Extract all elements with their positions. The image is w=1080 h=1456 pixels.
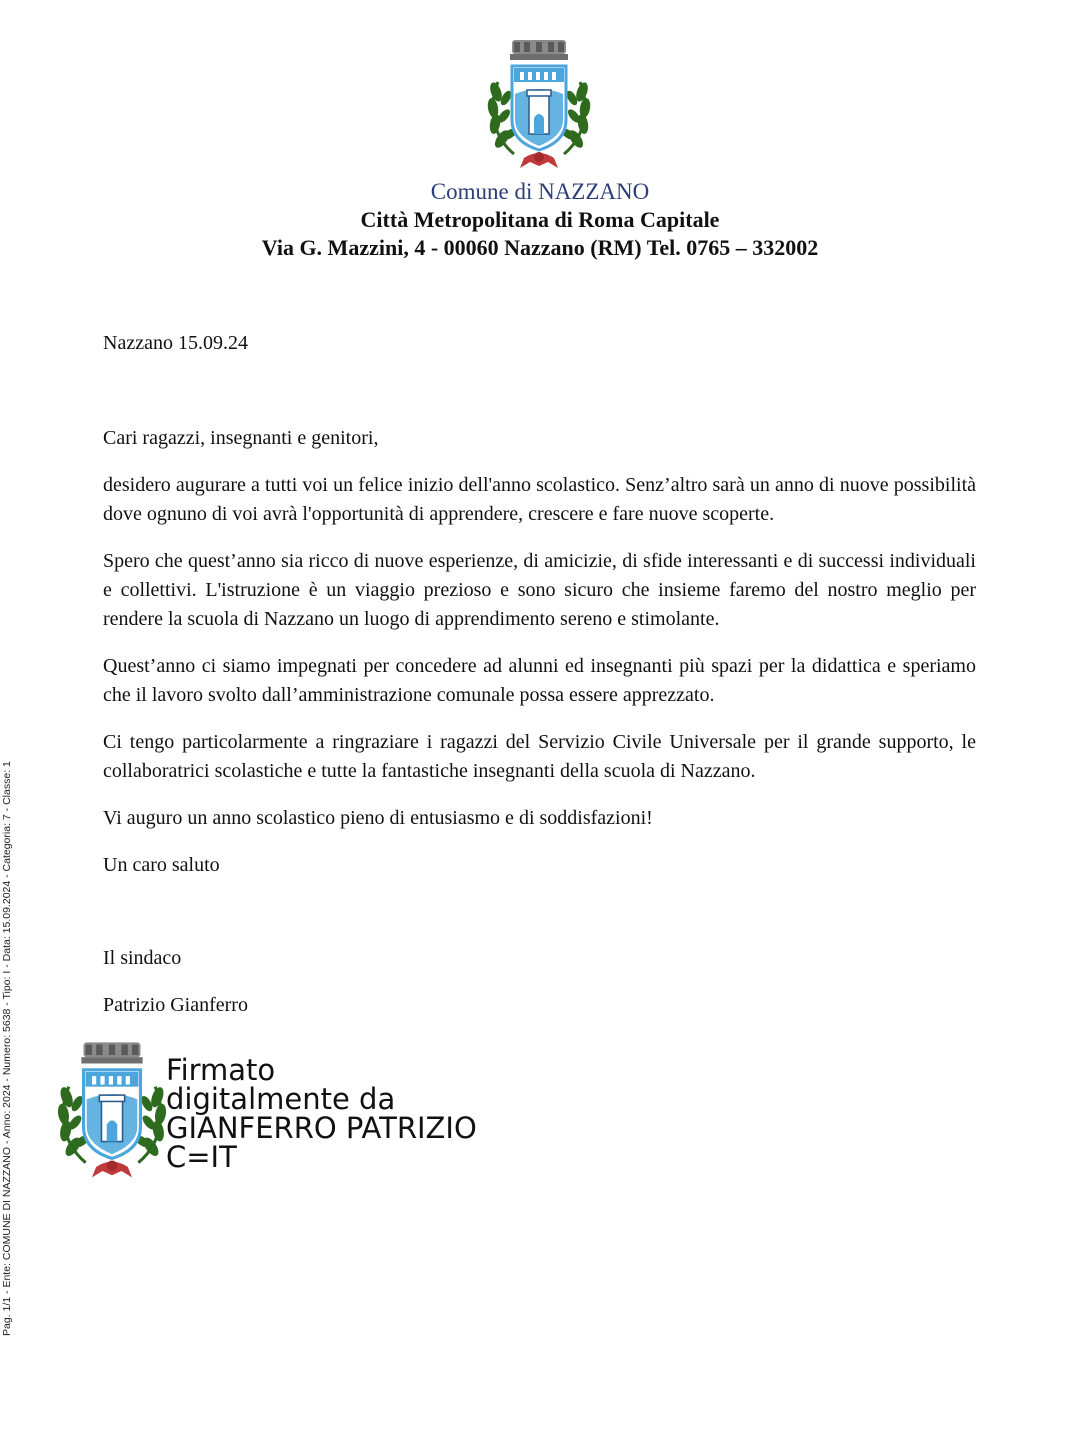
- letter-greeting: Cari ragazzi, insegnanti e genitori,: [103, 427, 379, 449]
- signer-name: Patrizio Gianferro: [103, 994, 248, 1016]
- letter-closing: Un caro saluto: [103, 854, 220, 876]
- signature-line: Firmato: [166, 1053, 276, 1087]
- municipality-name: Comune di NAZZANO: [430, 179, 650, 204]
- digital-signature: [54, 1036, 534, 1196]
- letter-paragraph: Spero che quest’anno sia ricco di nuove esperienze, di amicizie, di sfide interessanti e di successi individuali e collettivi. L'istruzione è un viaggio prezioso e sono sicuro che insieme faremo del nostro meglio per rendere la scuola di Nazzano un luogo di apprendimento sereno e stimolante.: [103, 550, 976, 630]
- signature-text: [166, 1053, 477, 1174]
- metropolitan-city: Città Metropolitana di Roma Capitale: [360, 207, 720, 232]
- letter-paragraph: desidero augurare a tutti voi un felice inizio dell'anno scolastico. Senz’altro sarà un anno di nuove possibilità dove ognuno di voi avrà l'opportunità di apprendere, crescere e fare nuove scoperte.: [103, 474, 976, 525]
- municipality-address: Via G. Mazzini, 4 - 00060 Nazzano (RM) Tel. 0765 – 332002: [261, 235, 819, 260]
- signer-role: Il sindaco: [103, 947, 182, 969]
- signature-signer: GIANFERRO PATRIZIO: [166, 1111, 477, 1145]
- protocol-stamp: Pag. 1/1 - Ente: COMUNE DI NAZZANO - Anno: 2024 - Numero: 5638 - Tipo: I - Data: 15.09.2024 - Categoria: 7 - Classe: 1: [1, 761, 13, 1336]
- letter-paragraph: Vi auguro un anno scolastico pieno di entusiasmo e di soddisfazioni!: [103, 807, 653, 829]
- letter-paragraph: Ci tengo particolarmente a ringraziare i ragazzi del Servizio Civile Universale per il grande supporto, le collaboratrici scolastiche e tutte la fantastiche insegnanti della scuola di Nazzano.: [103, 731, 976, 782]
- signature-country: C=IT: [166, 1140, 237, 1174]
- ribbon-icon: [520, 152, 558, 168]
- signature-line: digitalmente da: [166, 1082, 396, 1116]
- letterhead: [0, 178, 1080, 262]
- letter-date: Nazzano 15.09.24: [103, 332, 248, 354]
- municipal-crest-icon: [484, 36, 594, 176]
- letter-body: [103, 424, 976, 898]
- crown-icon: [510, 40, 568, 60]
- shield-icon: [512, 66, 566, 150]
- letter-paragraph: Quest’anno ci siamo impegnati per concedere ad alunni ed insegnanti più spazi per la didattica e speriamo che il lavoro svolto dall’amministrazione comunale possa essere apprezzato.: [103, 655, 976, 706]
- municipal-crest-icon: [54, 1036, 170, 1188]
- signoff: [103, 944, 248, 1038]
